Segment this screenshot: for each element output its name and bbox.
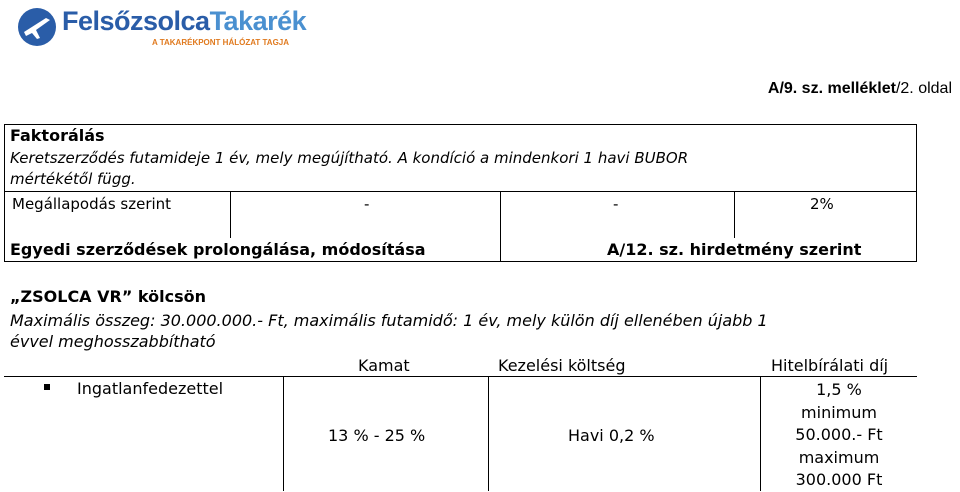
divider	[734, 191, 735, 238]
fee-line: 50.000.- Ft	[795, 425, 883, 444]
brand-name-part2: Takarék	[209, 6, 307, 36]
divider	[500, 191, 501, 262]
fee-line: minimum	[801, 402, 877, 422]
header-interest: Kamat	[358, 356, 410, 375]
fee-line: 1,5 %	[816, 380, 862, 399]
divider	[4, 124, 917, 125]
factoring-desc-line2: mértékétől függ.	[10, 170, 136, 188]
page-reference	[768, 80, 952, 98]
header-handling: Kezelési költség	[498, 356, 626, 375]
factoring-row-col2: -	[364, 195, 370, 213]
fee-line: 300.000 Ft	[795, 470, 883, 489]
factoring-title: Faktorálás	[10, 126, 105, 145]
page-number: /2. oldal	[895, 80, 952, 97]
loan-desc-line2: évvel meghosszabbítható	[10, 332, 216, 351]
plane-globe-logo-icon	[16, 6, 58, 48]
divider	[4, 376, 917, 377]
loan-desc-line1: Maximális összeg: 30.000.000.- Ft, maximális futamidő: 1 év, mely külön díj ellenében újabb 1	[10, 311, 768, 330]
factoring-desc-line1: Keretszerződés futamideje 1 év, mely megújítható. A kondíció a mindenkori 1 havi BUBOR	[10, 149, 689, 167]
factoring-row-col4: 2%	[810, 195, 834, 213]
brand-name-part1: Felsőzsolca	[62, 6, 210, 36]
factoring-row-label: Megállapodás szerint	[12, 195, 172, 213]
row-label: Ingatlanfedezettel	[77, 379, 224, 398]
brand-logo	[16, 6, 307, 50]
divider	[488, 376, 489, 491]
brand-tagline: A TAKARÉKPONT HÁLÓZAT TAGJA	[152, 38, 290, 47]
brand-name	[62, 6, 306, 37]
factoring-row-col3: -	[613, 195, 619, 213]
square-bullet-icon	[44, 384, 50, 390]
prolong-value: A/12. sz. hirdetmény szerint	[607, 240, 862, 259]
header-fee: Hitelbírálati díj	[771, 356, 889, 375]
divider	[916, 124, 917, 262]
divider	[4, 124, 5, 262]
divider	[4, 261, 917, 262]
divider	[4, 191, 917, 192]
divider	[230, 191, 231, 238]
fee-cell	[761, 379, 917, 492]
attachment-ref: A/9. sz. melléklet	[767, 80, 896, 97]
prolong-label: Egyedi szerződések prolongálása, módosítása	[10, 240, 426, 259]
loan-title: „ZSOLCA VR” kölcsön	[10, 287, 206, 306]
divider	[283, 376, 284, 491]
interest-value: 13 % - 25 %	[328, 426, 426, 445]
fee-line: maximum	[798, 447, 880, 467]
handling-value: Havi 0,2 %	[568, 426, 655, 445]
